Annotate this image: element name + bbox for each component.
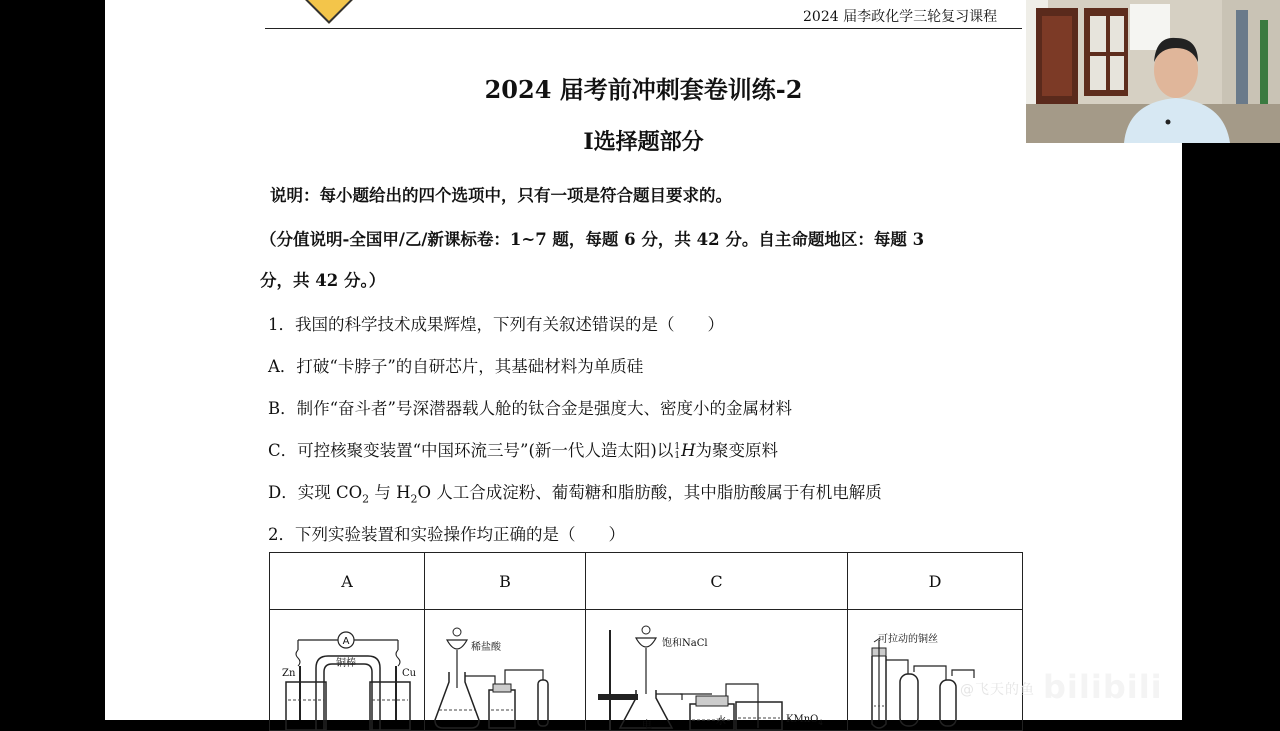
co2-subscript: 2 — [362, 492, 370, 506]
instructions: 说明：每小题给出的四个选项中，只有一项是符合题目要求的。 — [270, 186, 732, 205]
option-c-text-end: 为聚变原料 — [695, 441, 778, 460]
copper-rod-label: 铜棒 — [336, 658, 356, 669]
course-logo — [302, 0, 356, 24]
saturated-nacl-label: 饱和NaCl — [662, 638, 708, 649]
section-title: Ⅰ选择题部分 — [583, 129, 704, 155]
document-title: 2024 届考前冲刺套卷训练-2 — [484, 75, 803, 104]
score-note-line2: 分，共 42 分。） — [260, 271, 386, 290]
copper-electrode-label: Cu — [402, 668, 417, 679]
question-2-stem: 2．下列实验装置和实验操作均正确的是（ ） — [268, 525, 625, 544]
question-1-option-a: A．打破“卡脖子”的自研芯片，其基础材料为单质硅 — [268, 357, 644, 376]
webcam-video-feed — [1026, 0, 1280, 143]
galvanic-cell-diagram — [270, 610, 424, 730]
kmno4-text: KMnO — [786, 714, 819, 725]
uploader-handle: @飞天的鱼 — [960, 682, 1035, 698]
atomic-number: 1 — [674, 450, 681, 461]
score-note-line1: （分值说明-全国甲/乙/新课标卷：1~7 题，每题 6 分，共 42 分。自主命题地区：每题 3 — [260, 230, 925, 249]
movable-copper-wire-label: 可拉动的铜丝 — [878, 634, 938, 645]
mass-number: 1 — [674, 441, 681, 452]
gas-purification-diagram — [586, 610, 847, 730]
option-d-text-start: D．实现 CO — [268, 483, 363, 502]
question-2-options-table — [269, 552, 1023, 731]
document-page — [105, 0, 1182, 731]
kmno4-label — [786, 714, 823, 727]
zinc-electrode-label: Zn — [282, 668, 296, 679]
bilibili-watermark — [960, 668, 1163, 706]
element-symbol: H — [681, 441, 696, 460]
dilute-hcl-label: 稀盐酸 — [471, 642, 501, 653]
gas-generation-diagram — [425, 610, 585, 730]
question-1-option-b: B．制作“奋斗者”号深潜器载人舱的钛合金是强度大、密度小的金属材料 — [268, 399, 792, 418]
ammeter-label: A — [342, 636, 350, 647]
option-c-text-start: C．可控核聚变装置“中国环流三号”(新一代人造太阳)以 — [268, 441, 674, 460]
h2o-subscript: 2 — [410, 492, 418, 506]
option-d-text-mid: 与 H — [369, 483, 411, 502]
electrolysis-label: 电 — [642, 720, 652, 731]
column-header-b: B — [425, 553, 586, 610]
apparatus-a-cell — [270, 610, 425, 731]
question-1-stem: 1．我国的科学技术成果辉煌，下列有关叙述错误的是（ ） — [268, 315, 724, 334]
instructor-webcam — [1026, 0, 1280, 143]
hydrogen-isotope-notation — [674, 443, 680, 461]
bilibili-logo-text: bilibili — [1043, 668, 1163, 706]
option-d-text-end: O 人工合成淀粉、葡萄糖和脂肪酸，其中脂肪酸属于有机电解质 — [417, 483, 882, 502]
column-header-c: C — [586, 553, 848, 610]
apparatus-b-cell — [425, 610, 586, 731]
apparatus-c-cell — [586, 610, 848, 731]
column-header-a: A — [270, 553, 425, 610]
water-label: 水 — [716, 716, 726, 727]
question-1-option-c — [268, 437, 778, 461]
kmno4-subscript: 4 — [818, 719, 823, 727]
course-header-title: 2024 届李政化学三轮复习课程 — [803, 9, 998, 25]
column-header-d: D — [848, 553, 1023, 610]
header-divider — [265, 28, 1022, 29]
question-1-option-d — [268, 479, 882, 505]
